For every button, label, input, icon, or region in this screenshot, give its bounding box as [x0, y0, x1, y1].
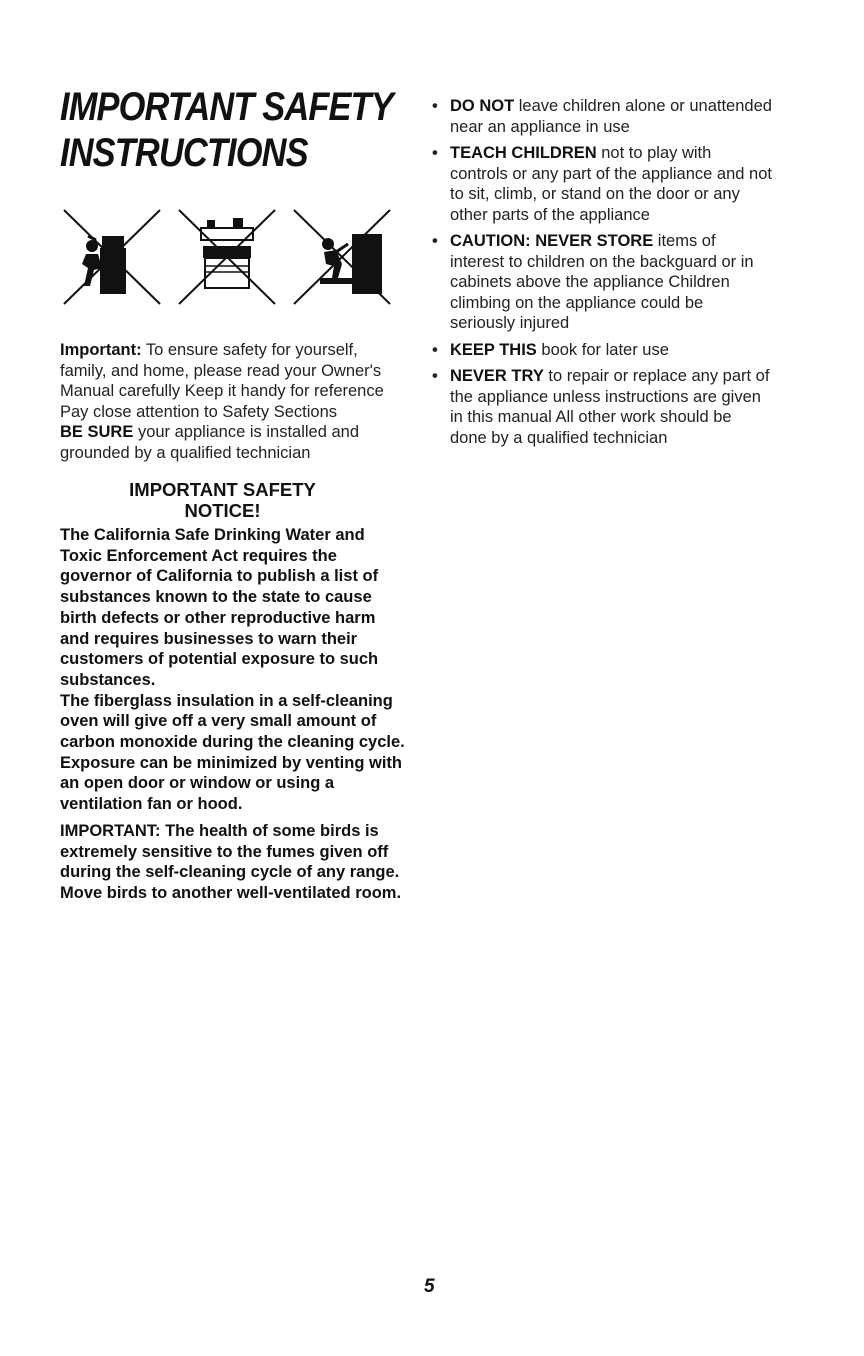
bullet-icon: •	[432, 232, 438, 250]
list-item	[432, 340, 772, 361]
title-line-1: IMPORTANT SAFETY	[60, 85, 393, 129]
bullet-label: DO NOT	[450, 97, 515, 115]
notice-heading	[60, 479, 385, 521]
birds-label: IMPORTANT:	[60, 821, 161, 840]
notice-heading-line-1: IMPORTANT SAFETY	[129, 479, 316, 500]
intro-paragraph	[60, 340, 405, 463]
bullet-icon: •	[432, 97, 438, 115]
california-notice-paragraph: The California Safe Drinking Water and Toxic Enforcement Act requires the governor of California to publish a list of substances known to the state to cause birth defects or other reproductive harm and requires businesses to warn their customers of potential exposure to such substances.	[60, 526, 379, 689]
important-label: Important:	[60, 341, 142, 359]
birds-paragraph	[60, 821, 405, 904]
birds-text: The health of some birds is extremely sensitive to the fumes given off during the self-cleaning cycle of any range. Move birds to another well-ventilated room.	[60, 821, 402, 902]
page-title	[60, 84, 393, 176]
important-text: To ensure safety for yourself, family, and home, please read your Owner's Manual carefully Keep it handy for reference Pay close attention to Safety Sections	[60, 341, 384, 421]
bullet-label: CAUTION: NEVER STORE	[450, 232, 654, 250]
fiberglass-paragraph: The fiberglass insulation in a self-cleaning oven will give off a very small amount of carbon monoxide during the cleaning cycle. Exposure can be minimized by venting with an open door or window or using a ventilation fan or hood.	[60, 691, 405, 814]
bullet-text: to repair or replace any part of the appliance unless instructions are given in this manual All other work should be done by a qualified technician	[450, 367, 770, 447]
list-item	[432, 96, 772, 137]
safety-icons	[62, 206, 392, 306]
bullet-text: not to play with controls or any part of the appliance and not to sit, climb, or stand on the door or any other parts of the appliance	[450, 144, 772, 224]
title-line-2: INSTRUCTIONS	[60, 131, 308, 175]
no-child-climbing-icon	[62, 206, 162, 306]
list-item	[432, 366, 772, 448]
right-column	[432, 96, 772, 454]
be-sure-text: your appliance is installed and grounded by a qualified technician	[60, 423, 360, 462]
bullet-label: TEACH CHILDREN	[450, 144, 597, 162]
bullet-label: KEEP THIS	[450, 340, 537, 359]
bullet-text: book for later use	[536, 340, 669, 359]
bullet-text: leave children alone or unattended near an appliance in use	[450, 97, 772, 136]
list-item	[432, 231, 772, 334]
no-storage-above-range-icon	[177, 206, 277, 306]
safety-bullet-list	[432, 96, 772, 448]
bullet-text: items of interest to children on the backguard or in cabinets above the appliance Children climbing on the appliance could be seriously injured	[450, 232, 754, 332]
bullet-label: NEVER TRY	[450, 367, 544, 385]
list-item	[432, 143, 772, 225]
left-column	[60, 84, 405, 904]
bullet-icon: •	[432, 367, 438, 385]
bullet-icon: •	[432, 340, 438, 359]
bullet-icon: •	[432, 144, 438, 162]
be-sure-label: BE SURE	[60, 423, 134, 441]
no-standing-on-door-icon	[292, 206, 392, 306]
page-number: 5	[424, 1276, 435, 1297]
notice-heading-line-2: NOTICE!	[184, 500, 261, 521]
